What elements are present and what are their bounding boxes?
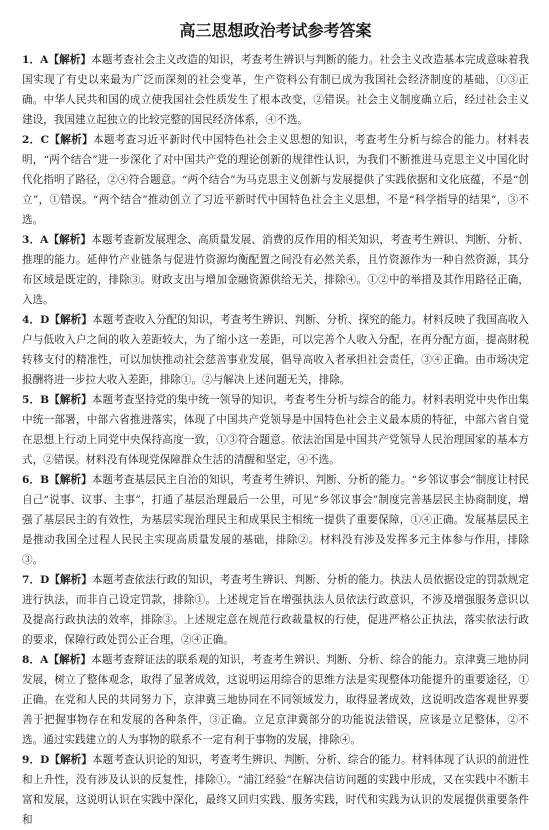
answer-item-8 bbox=[22, 650, 529, 750]
answer-lead: 6．B【解析】 bbox=[22, 474, 92, 486]
answer-list bbox=[22, 50, 529, 830]
answer-text: 本题考查新发展理念、高质量发展、消费的反作用的相关知识，考查考生辨识、判断、分析、推理的能力。延伸竹产业链条与促进竹资源均衡配置之间没有必然关系，且竹资源作为一种自然资源，其分布区域是既定的，排除③。财政支出与增加金融资源供给无关，排除④。①②中的举措及其作用路径正确，入选。 bbox=[22, 234, 529, 306]
answer-item-4 bbox=[22, 310, 529, 390]
answer-lead: 5．B【解析】 bbox=[22, 394, 92, 406]
answer-item-3 bbox=[22, 230, 529, 310]
page-title: 高三思想政治考试参考答案 bbox=[179, 21, 372, 40]
answer-text: 本题考查收入分配的知识，考查考生辨识、判断、分析、探究的能力。材料反映了我国高收入户与低收入户之间的收入差距较大，为了缩小这一差距，可以完善个人收入分配，在再分配方面，提高財税转移支付的精准性，可以加快推动社会慈善事业发展，倡导高收入者承担社会责任，③④正确。由市场决定报酬将进一步拉大收入差距，排除①。②与解决上述问题无关，排除。 bbox=[22, 314, 529, 386]
answer-text: 本题考查依法行政的知识，考查考生辨识、判断、分析的能力。执法人员依据设定的罚款规定进行执法，而非自己设定罚款，排除①。上述规定旨在增强执法人员依法行政意识，不涉及增强服务意识以及提高行政执法的效率，排除③。上述规定意在规范行政裁量权的行使，促进严格公正执法，落实依法行政的要求，保障行政处罚公正合理，②④正确。 bbox=[22, 574, 529, 646]
answer-text: 本题考查坚持党的集中统一领导的知识，考查考生分析与综合的能力。材料表明党中央作出集中统一部署，中部六省推进落实，体现了中国共产党领导是中国特色社会主义最本质的特征，中部六省自觉在思想上行动上同党中央保持高度一致，①③符合题意。依法治国是中国共产党领导人民治理国家的基本方式，②错误。材料没有体现党保障群众生活的清醒和坚定，④不选。 bbox=[22, 394, 529, 466]
answer-item-9 bbox=[22, 750, 529, 830]
answer-lead: 4．D【解析】 bbox=[22, 314, 92, 326]
answer-text: 本题考查社会主义改造的知识，考查考生辨识与判断的能力。社会主义改造基本完成意味着我国实现了有史以来最为广泛而深刻的社会变革，生产资料公有制已成为我国社会经济制度的基础，①③正确。中华人民共和国的成立使我国社会性质发生了根本改变，②错误。社会主义制度确立后，经过社会主义建设，我国建立起独立的比较完整的国民经济体系，④不选。 bbox=[22, 54, 529, 126]
answer-item-5 bbox=[22, 390, 529, 470]
answer-item-1 bbox=[22, 50, 529, 130]
answer-text: 本题考查认识论的知识，考查考生辨识、判断、分析、综合的能力。材料体现了认识的前进性和上升性，没有涉及认识的反复性，排除①。“浦江经验”在解决信访问题的实践中形成，又在实践中不断丰富和发展，这说明认识在实践中深化，最终又回归实践、服务实践，时代和实践为认识的发展提供重要条件和 bbox=[22, 754, 529, 826]
answer-lead: 8．A【解析】 bbox=[22, 654, 92, 666]
answer-text: 本题考查习近平新时代中国特色社会主义思想的知识，考查考生分析与综合的能力。材料表明，“两个结合”进一步深化了对中国共产党的理论创新的规律性认识，为我们不断推进马克思主义中国化时代化指明了路径，②④符合题意。“两个结合”为马克思主义创新与发展提供了实践依据和文化底蕴，不是“创立”，①错误。“两个结合”推动创立了习近平新时代中国特色社会主义思想，不是“科学指导的结果”，③不选。 bbox=[22, 134, 529, 226]
answer-text: 本题考查基层民主自治的知识，考查考生辨识、判断、分析的能力。“乡邻议事会”制度让村民自己“说事、议事、主事”，打通了基层治理最后一公里，可见“乡邻议事会”制度完善基层民主协商制度，增强了基层民主的有效性，为基层实现治理民主和成果民主相统一提供了重要保障，①④正确。发展基层民主是推动我国全过程人民民主实现高质量发展的基础，排除②。材料没有涉及发挥多元主体参与作用，排除③。 bbox=[22, 474, 529, 566]
answer-item-7 bbox=[22, 570, 529, 650]
answer-text: 本题考查辩证法的联系观的知识，考查考生辨识、判断、分析、综合的能力。京津冀三地协同发展，树立了整体观念，取得了显著成效，这说明运用综合的思维方法是实现整体功能提升的重要途径，①正确。在党和人民的共同努力下，京津冀三地协同在不同领域发力，取得显著成效，这说明改造客观世界要善于把握事物存在和发展的各种条件，③正确。立足京津冀部分的功能说法错误，应该是立足整体，②不选。通过实践建立的人为事物的联系不一定有利于事物的发展，排除④。 bbox=[22, 654, 529, 746]
answer-lead: 9．D【解析】 bbox=[22, 754, 92, 766]
answer-lead: 2．C【解析】 bbox=[22, 134, 93, 146]
answer-item-2 bbox=[22, 130, 529, 230]
answer-lead: 3．A【解析】 bbox=[22, 234, 92, 246]
answer-item-6 bbox=[22, 470, 529, 570]
answer-lead: 1．A【解析】 bbox=[22, 54, 92, 66]
answer-lead: 7．D【解析】 bbox=[22, 574, 92, 586]
